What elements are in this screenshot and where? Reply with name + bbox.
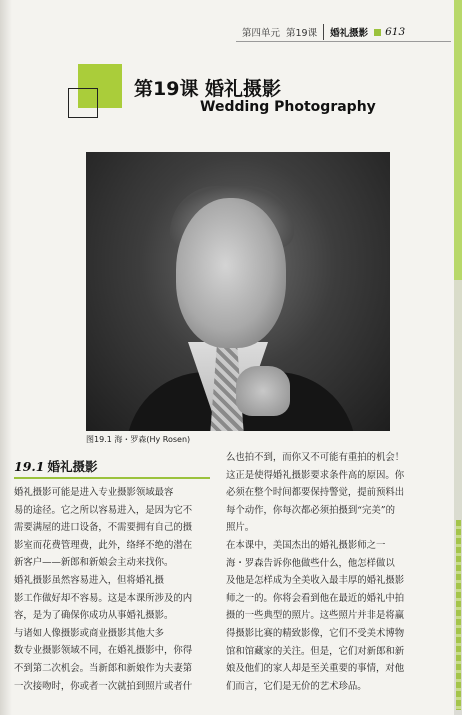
lesson-title: 第19课 婚礼摄影 [134, 78, 282, 100]
header-rule [236, 41, 451, 42]
section-heading [14, 456, 97, 475]
text-line: 海・罗森告诉你他做些什么，他怎样做以 [226, 557, 395, 569]
title-outline-block [68, 88, 98, 118]
text-line: 么也拍不到，而你又不可能有重拍的机会！ [226, 452, 405, 463]
page-edge-shadow [0, 0, 12, 715]
green-square-icon [374, 29, 381, 36]
portrait-photo [86, 152, 390, 431]
text-line: 得摄影比赛的精致影像，它们不受美术博物 [226, 627, 405, 639]
text-line: 不到第二次机会。当新郎和新娘作为夫妻第 [14, 662, 193, 674]
right-column [226, 449, 404, 695]
text-line: 们而言，它们是无价的艺术珍品。 [226, 680, 367, 692]
text-line: 馆和馆藏家的关注。但是，它们对新郎和新 [226, 645, 405, 657]
text-line: 需要满屋的进口设备，不需要拥有自己的摄 [14, 522, 193, 534]
text-line: 在本课中，美国杰出的婚礼摄影师之一 [226, 539, 386, 551]
text-line: 数专业摄影领域不同，在婚礼摄影中，你得 [14, 645, 193, 657]
text-line: 照片。 [226, 522, 255, 534]
text-line: 一次接吻时，你或者一次就拍到照片或者什 [14, 680, 193, 692]
text-line: 娘及他们的家人却是至关重要的事情，对他 [226, 663, 405, 675]
lesson-title-english: Wedding Photography [200, 99, 376, 115]
section-title: 婚礼摄影 [47, 459, 98, 474]
header-unit: 第四单元 [242, 28, 281, 39]
text-line: 容，是为了确保你成功从事婚礼摄影。 [14, 610, 174, 622]
text-line: 易的途径。它之所以容易进入，是因为它不 [14, 504, 193, 516]
figure-caption: 图19.1 海・罗森(Hy Rosen) [86, 435, 191, 444]
text-line: 及他是怎样成为全美收入最丰厚的婚礼摄影 [226, 575, 405, 587]
text-line: 影工作做好却不容易。这是本课所涉及的内 [14, 592, 193, 604]
header-topic: 婚礼摄影 [330, 28, 369, 39]
color-edge-strip [454, 0, 462, 715]
text-line: 新客户——新郎和新娘会主动来找你。 [14, 557, 174, 569]
section-number: 19.1 [14, 459, 45, 474]
header-lesson: 第19课 [286, 28, 318, 39]
text-line: 每个动作，你每次都必须拍摄到“完美”的 [226, 504, 395, 516]
text-line: 婚礼摄影虽然容易进入，但将婚礼摄 [14, 574, 165, 586]
photo-head [176, 198, 286, 348]
left-column [14, 484, 192, 695]
header-divider [323, 24, 324, 40]
text-line: 必须在整个时间都要保持警觉，提前预料出 [226, 487, 405, 499]
photo-hand [236, 366, 290, 416]
text-line: 与诸如人像摄影或商业摄影其他大多 [14, 627, 165, 639]
running-header [242, 24, 405, 40]
thumb-index-bar [456, 520, 461, 710]
text-line: 摄的一些典型的照片。这些照片并非是将赢 [226, 610, 405, 622]
text-line: 婚礼摄影可能是进入专业摄影领域最容 [14, 487, 174, 498]
page-number: 613 [385, 26, 406, 38]
section-rule [14, 477, 210, 479]
text-line: 师之一的。你将会看到他在最近的婚礼中拍 [226, 592, 405, 604]
text-line: 这正是使得婚礼摄影要求条件高的原因。你 [226, 469, 405, 481]
text-line: 影室而花费管理费，此外，络绎不绝的潜在 [14, 539, 193, 551]
